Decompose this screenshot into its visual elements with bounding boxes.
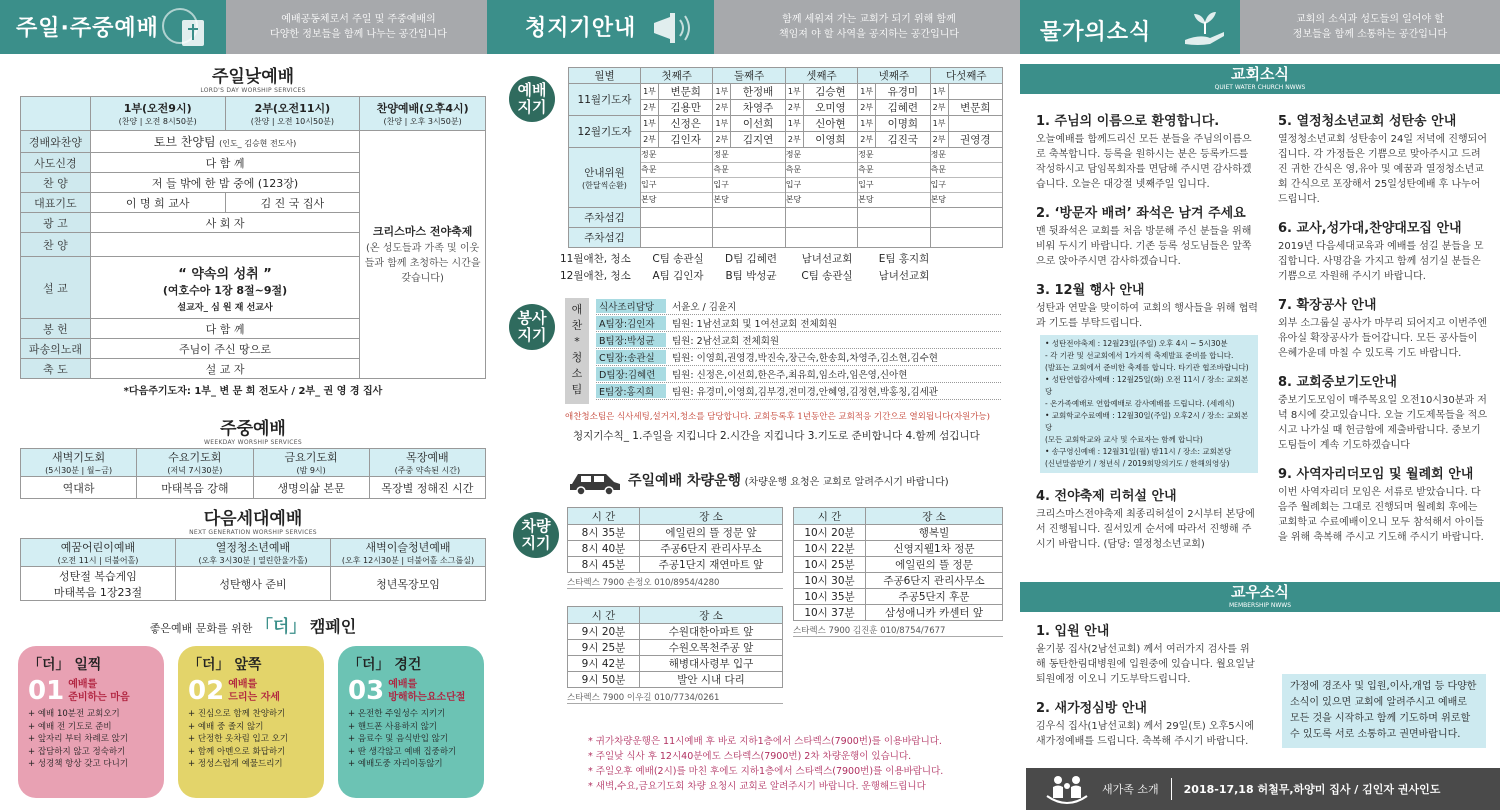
vehicle-steward-badge: 차량 지기 xyxy=(513,512,559,558)
header-col1-desc: 예배공동체로서 주일 및 주중예배의 다양한 정보들을 함께 나누는 공간입니다 xyxy=(270,14,447,40)
campaign-card-2: 「더」 앞쪽 02 예배를 드리는 자세 + 진심으로 함께 찬양하기 + 예배 중 졸지 않기 + 단정한 옷차림 입고 오기 + 함께 아멘으로 화답하기 + 정성스럽게 예물드리기 xyxy=(178,646,324,798)
sunday-title: 주일낮예배 xyxy=(211,67,295,87)
serve-vertical-label: 애 찬 * 청 소 팀 xyxy=(565,298,589,404)
new-family-divider xyxy=(1171,778,1172,800)
bus-route-1: 시 간 장 소 8시 35분 에일린의 뜰 정문 앞 8시 40분 주공6단지 관리사무소 8시 45분 주공1단지 재연마트 앞 스타렉스 7900 손정오 010/8954/4280 xyxy=(567,507,783,589)
church-news-banner: 교회소식 QUIET WATER CHURCH NWWS xyxy=(1020,64,1500,94)
campaign-title: 좋은예배 문화를 위한 「더」 캠페인 xyxy=(149,617,357,637)
member-news-banner: 교우소식 MEMBERSHIP NWWS xyxy=(1020,582,1500,612)
car-icon xyxy=(568,466,622,496)
clean-rows: 11월애찬, 청소 C팀 송관실 D팀 김혜련 남녀선교회 E팀 홍지희 12월애찬, 청소 A팀 김인자 B팀 박성균 C팀 송관실 남녀선교회 xyxy=(560,253,930,282)
steward-rules: 청지기수칙_ 1.주일을 지킵니다 2.시간을 지킵니다 3.기도로 준비합니다 4.함께 섬깁니다 xyxy=(573,430,980,442)
new-family-label: 새가족 소개 xyxy=(1102,783,1159,796)
member-news: 1. 입원 안내 윤기봉 집사(2남선교회) 께서 여러가지 검사를 위해 동탄한림대병원에 입원중에 있습니다. 월요일날 퇴원예정 이오니 기도부탁드립니다. 2. 새가정심방 안내 김우식 집사(1남선교회) 께서 29일(토) 오후5시에 새가정예배를 드립니다. 축복해 주시기 바랍니다. xyxy=(1036,624,1255,747)
new-family-bar xyxy=(1026,768,1500,810)
worship-steward-badge: 예배 지기 xyxy=(509,76,555,122)
nextgen-section: 다음세대예배 NEXT GENERATION WORSHIP SERVICES 예꿈어린이예배 (오전 11시 | 더불어홀) 열정청소년예배 (오후 3시30분 | 열린한울가홀) 새벽이슬청년예배 (오후 12시30분 | 더불어홀 소그룹실) 성탄절 복습게임 마태복음 1장23절 성탄행사 준비 청년목장모임 xyxy=(20,504,486,601)
sunday-section xyxy=(20,62,486,397)
header-col1-title: 주일·주중예배 xyxy=(16,16,159,41)
new-family-value: 2018-17,18 허철무,하양미 집사 / 김인자 권사인도 xyxy=(1183,783,1441,796)
weekday-table: 새벽기도회 (5시30분 | 월~금) 수요기도회 (저녁 7시30분) 금요기도회 (밤 9시) 목장예배 (주중 약속된 시간) 역대하 마태복음 강해 생명의삶 본문 목장별 정해진 시간 xyxy=(20,448,486,499)
header-col3-title: 물가의소식 xyxy=(1040,20,1152,45)
news-left: 1. 주님의 이름으로 환영합니다. 오늘예배를 함께드리신 모든 분들을 주님의이름으로 축복합니다. 등록을 원하시는 분은 등록카드를 작성하시고 담임목회자를 면담해 주시면 감사하겠습니다. 오늘은 대강절 넷째주일 입니다. 2. ‘방문자 배려’ 좌석은 남겨 주세요 맨 뒷좌석은 교회를 처음 방문해 주신 분들을 위해 비워 두시기 바랍니다. 기존 등록 성도님들은 앞쪽으로 앉아주시면 감사하겠습니다. 3. 12월 행사 안내 성탄과 연말을 맞이하여 교회의 행사들을 위해 협력과 기도를 부탁드립니다. • 성탄전야축제 : 12월23일(주일) 오후 4시 ~ 5시30분 - 각 기관 및 선교회에서 1가지씩 축제발표 준비를 합니다. (발표는 교회에서 준비한 축제를 합니다. 타기관 협조바랍니다) • 성탄연합감사예배 : 12월25일(화) 오전 11시 / 장소: 교회본당 - 온가족예배로 연합예배로 감사예배를 드립니다. (세례식) • 교회학교수료예배 : 12월30일(주일) 오후2시 / 장소: 교회본당 (모든 교회학교와 교사 및 수료자는 함께 합니다) • 송구영신예배 : 12월31일(월) 밤11시 / 장소: 교회본당 (신년말씀받기 / 청년식 / 2019희망의기도 / 한해의영상) 4. 전야축제 리허설 안내 크리스마스전야축제 최종리허설이 2시부터 본당에서 진행됩니다. 질서있게 순서에 따라서 진행해 주시기 바랍니다. (담당: 열정청소년교회) xyxy=(1036,114,1258,550)
event-box: • 성탄전야축제 : 12월23일(주일) 오후 4시 ~ 5시30분 - 각 기관 및 선교회에서 1가지씩 축제발표 준비를 합니다. (발표는 교회에서 준비한 축제를 합니다. 타기관 협조바랍니다) • 성탄연합감사예배 : 12월25일(화) 오전 11시 / 장소: 교회본당 - 온가족예배로 연합예배로 감사예배를 드립니다. (세례식) • 교회학교수료예배 : 12월30일(주일) 오후2시 / 장소: 교회본당 (모든 교회학교와 교사 및 수료자는 함께 합니다) • 송구영신예배 : 12월31일(월) 밤11시 / 장소: 교회본당 (신년말씀받기 / 청년식 / 2019희망의기도 / 한해의영상) xyxy=(1040,335,1258,473)
bus-route-2: 시 간 장 소 9시 20분 수원대한아파트 앞 9시 25분 수원오목천주공 앞 9시 42분 해병대사령부 입구 9시 50분 발안 시내 다리 스타렉스 7900 이우길 010/7734/0261 xyxy=(567,606,783,704)
megaphone-icon xyxy=(648,8,698,48)
sprout-hand-icon xyxy=(1180,6,1230,50)
news-right: 5. 열정청소년교회 성탄송 안내 열정청소년교회 성탄송이 24일 저녁에 진행되어 집니다. 각 가정들은 기쁨으로 맞아주시고 드려진 귀한 간식은 영,유아 및 예꿈과 열정청소년교회 간식으로 포장해서 25일성탄예배 후 나누어 드립니다. 6. 교사,성가대,찬양대모집 안내 2019년 다음세대교육과 예배를 섬길 분들을 모집합니다. 사명감을 가지고 함께 섬기실 분들은 기쁨으로 자원해 주시기 바랍니다. 7. 확장공사 안내 외부 소그룹실 공사가 마무리 되어지고 이번주엔 유아실 확장공사가 들어갑니다. 모든 공사들이 은혜가운데 마칠 수 있도록 기도 바랍니다. 8. 교회중보기도안내 중보기도모임이 매주목요일 오전10시30분과 저녁 8시에 갖고있습니다. 오늘 기도제목들을 적으시고 나가실 때 헌금함에 제출바랍니다. 중보기도팀들이 계속 기도하겠습니다 9. 사역자리더모임 및 월례회 안내 이번 사역자리더 모임은 서류로 받았습니다. 다음주 월례회는 그대로 진행되며 월례회 후에는 교회학교 수료예배이오니 모두 참석해서 아이들을 위해 축복해 주시고 기도해 주시기 바랍니다. xyxy=(1278,114,1488,543)
header-col3-desc: 교회의 소식과 성도들의 일어야 할 정보들을 함께 소통하는 공간입니다 xyxy=(1292,14,1448,40)
weekday-section: 주중예배 WEEKDAY WORSHIP SERVICES 새벽기도회 (5시30분 | 월~금) 수요기도회 (저녁 7시30분) 금요기도회 (밤 9시) 목장예배 (주중 약속된 시간) 역대하 마태복음 강해 생명의삶 본문 목장별 정해진 시간 xyxy=(20,414,486,499)
member-box: 가정에 경조사 및 입원,이사,개업 등 다양한 소식이 있으면 교회에 알려주시고 예배로 모든 것을 시작하고 함께 기도하며 위로할 수 있도록 서로 소통하고 권면바랍니다. xyxy=(1282,674,1486,748)
bus-title: 주일예배 차량운행 (차량운행 요청은 교회로 알려주시기 바랍니다) xyxy=(628,473,949,489)
bus-route-3: 시 간 장 소 10시 20분 행복빌 10시 22분 신영지웰1차 정문 10시 25분 에일린의 뜰 정문 10시 30분 주공6단지 관리사무소 10시 35분 주공5단지 후문 10시 37분 삼성애니카 카센터 앞 스타렉스 7900 김진훈 010/8754/7677 xyxy=(793,507,1003,637)
sermon-cell: “ 약속의 성취 ” (여호수아 1장 8절~9절) 설교자_ 심 원 재 선교사 xyxy=(90,257,359,319)
sunday-table: 1부(오전9시) (찬양 | 오전 8시50분) 2부(오전11시) (찬양 | 오전 10시50분) 찬양예배(오후4시) (찬양 | 오후 3시50분) 경배와찬양 토브 찬양팀 (인도_ 김승현 전도사) 크리스마스 전야축제 (온 성도들과 가족 및 이웃들과 함께 초청하는 시간을 갖습니다) 사도신경 다 함 께 찬 양 저 들 밖에 한 밤 중에 (123장) 대표기도 이 명 희 교사 김 진 국 집사 광 고 사 회 자 찬 양 설 교 “ 약속의 성취 ” (여호수아 1장 8절~9절) 설교자_ 심 원 재 선교사 봉 헌 다 함 께 파송의노래 주님이 주신 땅으로 축 도 설 교 자 xyxy=(20,96,486,379)
sunday-subtitle: LORD'S DAY WORSHIP SERVICES xyxy=(200,87,306,94)
service-steward-badge: 봉사 지기 xyxy=(509,304,555,350)
nextgen-table: 예꿈어린이예배 (오전 11시 | 더불어홀) 열정청소년예배 (오후 3시30분 | 열린한울가홀) 새벽이슬청년예배 (오후 12시30분 | 더불어홀 소그룹실) 성탄절 복습게임 마태복음 1장23절 성탄행사 준비 청년목장모임 xyxy=(20,538,486,601)
bus-notes: * 귀가차량운행은 11시예배 후 바로 지하1층에서 스타렉스(7900번)를 이용바랍니다. * 주일낮 식사 후 12시40분에도 스타렉스(7900번) 2차 차량운행이 있습니다. * 주일오후 예배(2시)를 마친 후에도 지하1층에서 스타렉스(7900번)를 이용바랍니다. * 새벽,수요,금요기도회 차량 요청시 교회로 알려주시기 바랍니다. 운행해드립니다 xyxy=(588,736,944,792)
header-col2-title: 청지기안내 xyxy=(525,16,637,41)
christmas-cell: 크리스마스 전야축제 (온 성도들과 가족 및 이웃들과 함께 초청하는 시간을 갖습니다) xyxy=(360,131,486,379)
next-prayer: *다음주기도자: 1부_ 변 문 희 전도사 / 2부_ 권 영 경 집사 xyxy=(123,386,383,397)
bible-globe-icon xyxy=(160,6,210,50)
family-icon xyxy=(1044,770,1090,808)
steward-table: 월별 첫째주 둘째주 셋째주 넷째주 다섯째주 11월기도자 1부 변문희 1부 한정배 1부 김승현 1부 유경미 1부 2부 김용만 2부 차영주 2부 오미영 2부 김혜련 2부 변문희 12월기도자 1부 신정은 1부 이선희 1부 신아현 1부 이명희 1부 2부 김인자 2부 김지연 2부 이영희 2부 김진국 2부 권영경 안내위원 (한달씩순환) 정문 측문 입구 본당 정문 측문 입구 본당 정문 측문 입구 본당 정문 측문 입구 본당 정문 측문 입구 본당 주차섬김 주차섬김 xyxy=(568,67,1003,248)
serve-list: 식사조리담당 서윤오 / 김윤지 A팀장:김인자 팀원: 1남선교회 및 1여선교회 전체회원 B팀장:박성균 팀원: 2남선교회 전체회원 C팀장:송관실 팀원: 이영희,권영경,박진숙,장근숙,한송희,차영주,김소현,김수현 D팀장:김혜련 팀원: 신정은,이선희,한은주,최유희,임소라,임은영,신아현 E팀장:홍지희 팀원: 유경미,이영희,김부경,전미경,안혜영,김정현,박홍칭,김세관 xyxy=(596,298,1001,400)
campaign-card-1: 「더」 일찍 01 예배를 준비하는 마음 + 예배 10분전 교회오기 + 예배 전 기도로 준비 + 앞자리 부터 차례로 앉기 + 잡담하지 않고 정숙하기 + 성경책 항상 갖고 다니기 xyxy=(18,646,164,798)
serve-note: 애찬청소팀은 식사세팅,설거지,청소를 담당합니다. 교회등록후 1년동안은 교회적응 기간으로 열외됩니다(자원가능) xyxy=(565,412,990,422)
header-col2-desc: 함께 세워져 가는 교회가 되기 위해 함께 책임져 야 할 사역을 공지하는 공간입니다 xyxy=(778,14,960,40)
campaign-card-3: 「더」 경건 03 예배를 방해하는요소단절 + 온전한 주일성수 지키기 + 핸드폰 사용하지 않기 + 음료수 및 음식반입 않기 + 딴 생각않고 예배 집중하기 + 예배도중 자리이동않기 xyxy=(338,646,484,798)
